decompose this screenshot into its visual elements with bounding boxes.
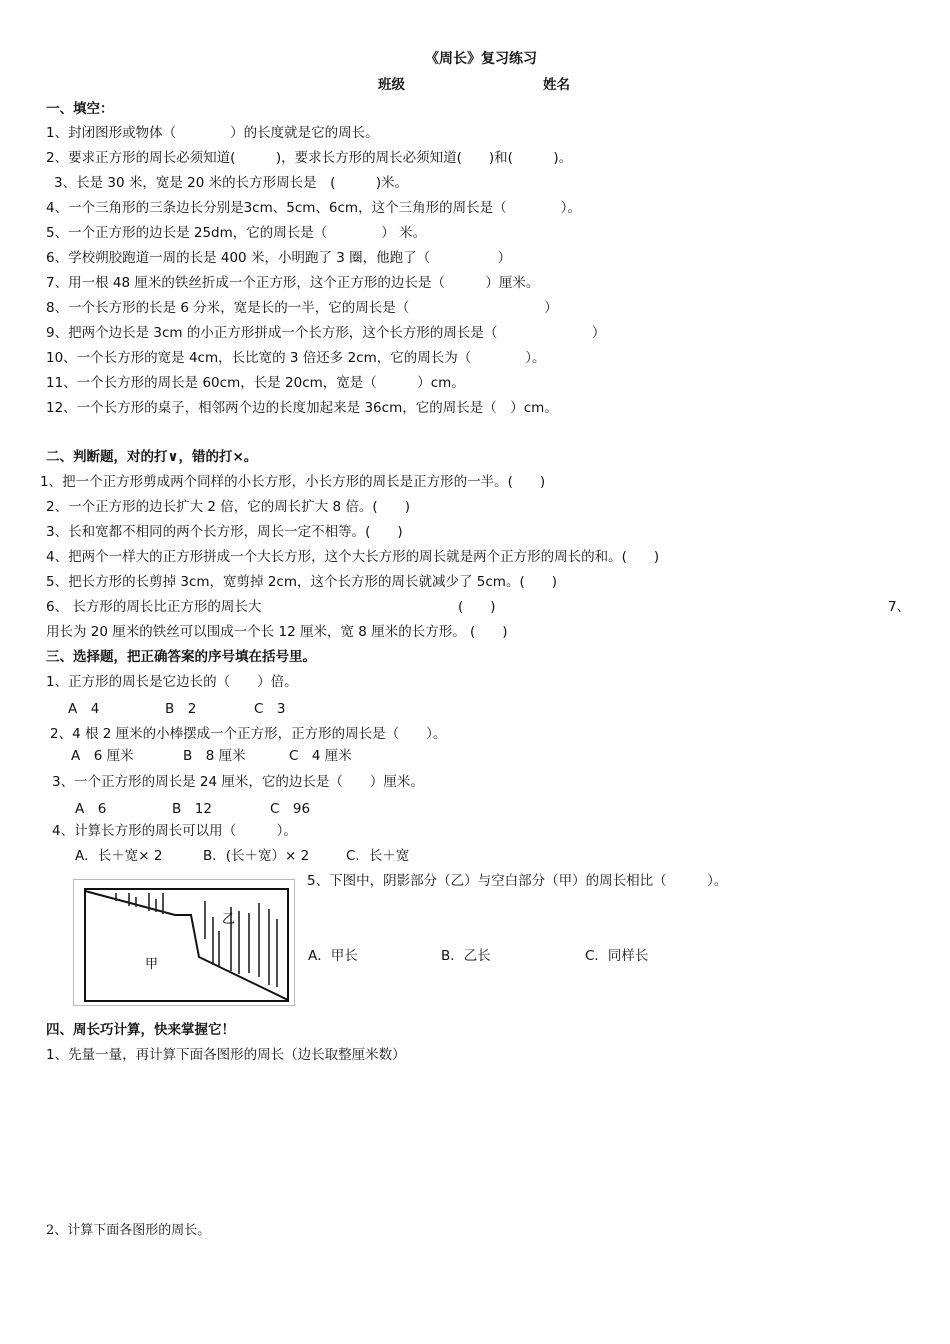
judge-item-5: 5、把长方形的长剪掉 3cm，宽剪掉 2cm，这个长方形的周长就减少了 5cm。( ) [46,574,557,590]
fill-item-2: 2、要求正方形的周长必须知道( )，要求长方形的周长必须知道( )和( )。 [46,150,573,166]
judge-item-1: 1、把一个正方形剪成两个同样的小长方形，小长方形的周长是正方形的一半。( ) [40,474,546,490]
choice-q3-option-a: A 6 [75,801,107,817]
fill-item-12: 12、一个长方形的桌子，相邻两个边的长度加起来是 36cm，它的周长是（ ）cm。 [46,400,558,416]
choice-q2: 2、4 根 2 厘米的小棒摆成一个正方形，正方形的周长是（ ）。 [50,726,447,742]
calc-q1: 1、先量一量，再计算下面各图形的周长（边长取整厘米数） [46,1047,406,1063]
choice-q2-option-c: C 4 厘米 [289,748,352,764]
judge-item-6-paren: ( ) [458,599,496,615]
choice-q4-option-b: B．(长＋宽）× 2 [203,848,310,864]
fill-item-3: 3、长是 30 米，宽是 20 米的长方形周长是 ( )米。 [54,175,409,191]
judge-item-7: 用长为 20 厘米的铁丝可以围成一个长 12 厘米，宽 8 厘米的长方形。 ( ) [46,624,508,640]
fill-item-11: 11、一个长方形的周长是 60cm，长是 20cm，宽是（ ）cm。 [46,375,465,391]
fill-item-8: 8、一个长方形的长是 6 分米，宽是长的一半，它的周长是（ ） [46,300,558,316]
choice-q1-option-c: C 3 [254,701,286,717]
choice-q3: 3、一个正方形的周长是 24 厘米，它的边长是（ ）厘米。 [52,774,424,790]
choice-q4: 4、计算长方形的周长可以用（ ）。 [52,823,297,839]
fill-item-1: 1、封闭图形或物体（ ）的长度就是它的周长。 [46,125,379,141]
fill-item-7: 7、用一根 48 厘米的铁丝折成一个正方形，这个正方形的边长是（ ）厘米。 [46,275,540,291]
choice-q4-option-a: A．长＋宽× 2 [75,848,163,864]
choice-q2-option-a: A 6 厘米 [71,748,134,764]
judge-item-2: 2、一个正方形的边长扩大 2 倍，它的周长扩大 8 倍。( ) [46,499,410,515]
judge-item-4: 4、把两个一样大的正方形拼成一个大长方形，这个大长方形的周长就是两个正方形的周长的和。( ) [46,549,660,565]
fill-item-4: 4、一个三角形的三条边长分别是3cm、5cm、6cm，这个三角形的周长是（ ）。 [46,200,581,216]
choice-q4-option-c: C．长＋宽 [346,848,410,864]
perimeter-compare-figure [73,879,295,1006]
choice-q5-option-b: B．乙长 [441,948,491,964]
choice-q5-option-c: C．同样长 [585,948,649,964]
choice-q2-option-b: B 8 厘米 [183,748,246,764]
calc-q2: 2、计算下面各图形的周长。 [46,1223,211,1238]
section1-heading: 一、填空： [46,101,114,117]
section4-heading: 四、周长巧计算，快来掌握它！ [46,1022,235,1038]
choice-q3-option-c: C 96 [270,801,311,817]
judge-item-7-number: 7、 [888,599,911,615]
fill-item-9: 9、把两个边长是 3cm 的小正方形拼成一个长方形，这个长方形的周长是（ ） [46,325,606,341]
choice-q5: 5、下图中，阴影部分（乙）与空白部分（甲）的周长相比（ ）。 [307,873,728,889]
judge-item-3: 3、长和宽都不相同的两个长方形，周长一定不相等。( ) [46,524,403,540]
choice-q5-option-a: A．甲长 [308,948,358,964]
choice-q1-option-b: B 2 [165,701,197,717]
fill-item-10: 10、一个长方形的宽是 4cm，长比宽的 3 倍还多 2cm，它的周长为（ ）。 [46,350,546,366]
section3-heading: 三、选择题，把正确答案的序号填在括号里。 [46,649,316,665]
fill-item-6: 6、学校朔胶跑道一周的长是 400 米，小明跑了 3 圈，他跑了（ ） [46,250,512,266]
fill-item-5: 5、一个正方形的边长是 25dm，它的周长是（ ） 米。 [46,225,427,241]
choice-q1: 1、正方形的周长是它边长的（ ）倍。 [46,674,298,690]
name-label: 姓名 [543,77,570,93]
choice-q1-option-a: A 4 [68,701,100,717]
class-label: 班级 [378,77,405,93]
section2-heading: 二、判断题，对的打∨，错的打×。 [46,449,258,465]
figure-label-shaded: 乙 [222,912,236,927]
choice-q3-option-b: B 12 [172,801,212,817]
page-title: 《周长》复习练习 [425,51,537,67]
judge-item-6: 6、 长方形的周长比正方形的周长大 [46,599,262,615]
figure-label-blank: 甲 [145,957,159,972]
